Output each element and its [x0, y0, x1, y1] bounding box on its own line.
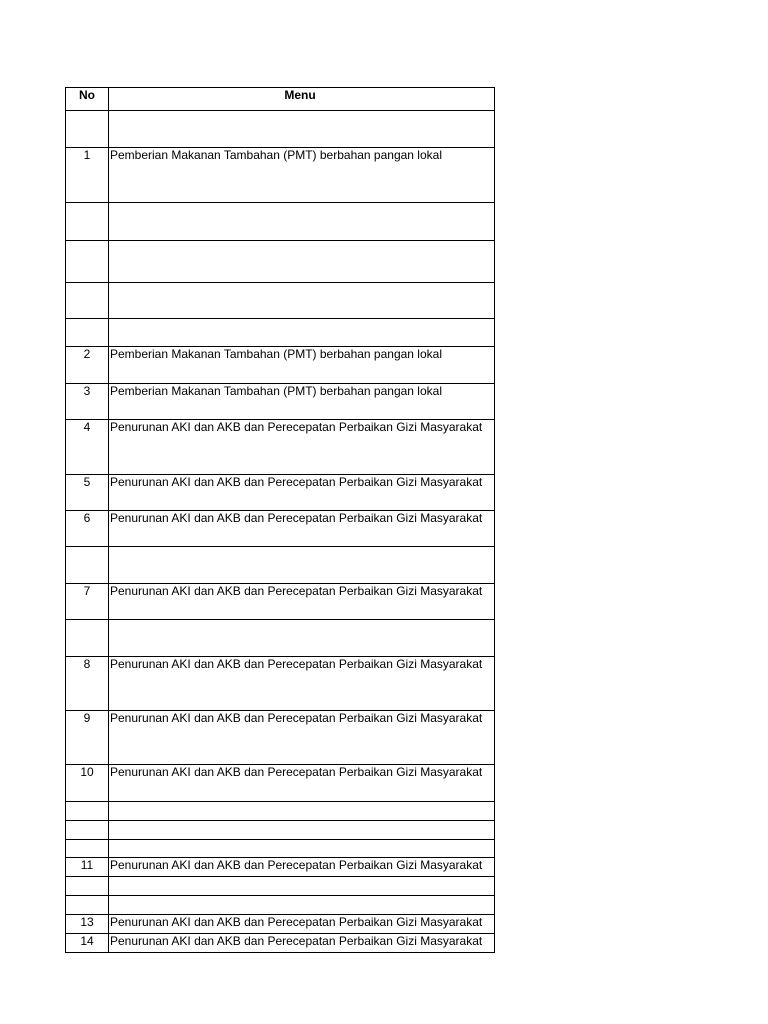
- table-row: [65, 510, 495, 546]
- row-menu: [108, 876, 495, 895]
- row-menu: [108, 895, 495, 914]
- row-menu: [108, 801, 495, 820]
- table-row: [65, 546, 495, 583]
- table-row: [65, 240, 495, 282]
- row-menu: Penurunan AKI dan AKB dan Perecepatan Perbaikan Gizi Masyarakat: [108, 857, 495, 876]
- row-number: [65, 801, 108, 820]
- row-number: 7: [65, 583, 108, 619]
- row-menu: Penurunan AKI dan AKB dan Perecepatan Perbaikan Gizi Masyarakat: [108, 710, 495, 764]
- row-menu: [108, 110, 495, 147]
- row-number: 4: [65, 419, 108, 474]
- row-menu: [108, 820, 495, 839]
- row-menu: Penurunan AKI dan AKB dan Perecepatan Perbaikan Gizi Masyarakat: [108, 510, 495, 546]
- table-header-row: [65, 87, 495, 110]
- table-row: [65, 914, 495, 933]
- table-row: [65, 710, 495, 764]
- row-number: [65, 318, 108, 346]
- table-row: [65, 346, 495, 383]
- table-row: [65, 474, 495, 510]
- table-row: [65, 583, 495, 619]
- row-number: [65, 110, 108, 147]
- column-header-no: No: [65, 87, 108, 110]
- row-menu: Penurunan AKI dan AKB dan Perecepatan Perbaikan Gizi Masyarakat: [108, 419, 495, 474]
- row-number: [65, 876, 108, 895]
- row-number: [65, 820, 108, 839]
- row-menu: [108, 318, 495, 346]
- row-number: 2: [65, 346, 108, 383]
- row-menu: Penurunan AKI dan AKB dan Perecepatan Perbaikan Gizi Masyarakat: [108, 764, 495, 801]
- row-number: [65, 202, 108, 240]
- row-number: 6: [65, 510, 108, 546]
- row-number: [65, 240, 108, 282]
- table-row: [65, 801, 495, 820]
- table-row: [65, 619, 495, 656]
- table-row: [65, 820, 495, 839]
- table-row: [65, 147, 495, 202]
- row-number: 1: [65, 147, 108, 202]
- row-number: [65, 282, 108, 318]
- row-menu: [108, 282, 495, 318]
- row-number: [65, 546, 108, 583]
- table-row: [65, 318, 495, 346]
- table-row: [65, 876, 495, 895]
- row-number: [65, 895, 108, 914]
- table-row: [65, 202, 495, 240]
- table-row: [65, 764, 495, 801]
- row-menu: Penurunan AKI dan AKB dan Perecepatan Perbaikan Gizi Masyarakat: [108, 914, 495, 933]
- table-row: [65, 419, 495, 474]
- row-number: 13: [65, 914, 108, 933]
- row-menu: [108, 240, 495, 282]
- table-row: [65, 383, 495, 419]
- row-number: [65, 619, 108, 656]
- row-menu: Pemberian Makanan Tambahan (PMT) berbahan pangan lokal: [108, 147, 495, 202]
- table-row: [65, 656, 495, 710]
- table-row: [65, 110, 495, 147]
- table-row: [65, 839, 495, 857]
- row-number: 5: [65, 474, 108, 510]
- row-menu: Pemberian Makanan Tambahan (PMT) berbahan pangan lokal: [108, 346, 495, 383]
- row-number: 8: [65, 656, 108, 710]
- row-number: 10: [65, 764, 108, 801]
- row-menu: [108, 202, 495, 240]
- column-header-menu: Menu: [108, 87, 495, 110]
- table-row: [65, 895, 495, 914]
- row-menu: [108, 546, 495, 583]
- row-number: 3: [65, 383, 108, 419]
- row-number: 11: [65, 857, 108, 876]
- table-row: [65, 933, 495, 953]
- row-menu: Penurunan AKI dan AKB dan Perecepatan Perbaikan Gizi Masyarakat: [108, 933, 495, 953]
- row-number: 14: [65, 933, 108, 953]
- table-row: [65, 857, 495, 876]
- row-menu: Penurunan AKI dan AKB dan Perecepatan Perbaikan Gizi Masyarakat: [108, 656, 495, 710]
- row-menu: Penurunan AKI dan AKB dan Perecepatan Perbaikan Gizi Masyarakat: [108, 474, 495, 510]
- row-number: [65, 839, 108, 857]
- row-number: 9: [65, 710, 108, 764]
- data-table: [65, 87, 495, 953]
- row-menu: Pemberian Makanan Tambahan (PMT) berbahan pangan lokal: [108, 383, 495, 419]
- table-row: [65, 282, 495, 318]
- row-menu: Penurunan AKI dan AKB dan Perecepatan Perbaikan Gizi Masyarakat: [108, 583, 495, 619]
- row-menu: [108, 839, 495, 857]
- row-menu: [108, 619, 495, 656]
